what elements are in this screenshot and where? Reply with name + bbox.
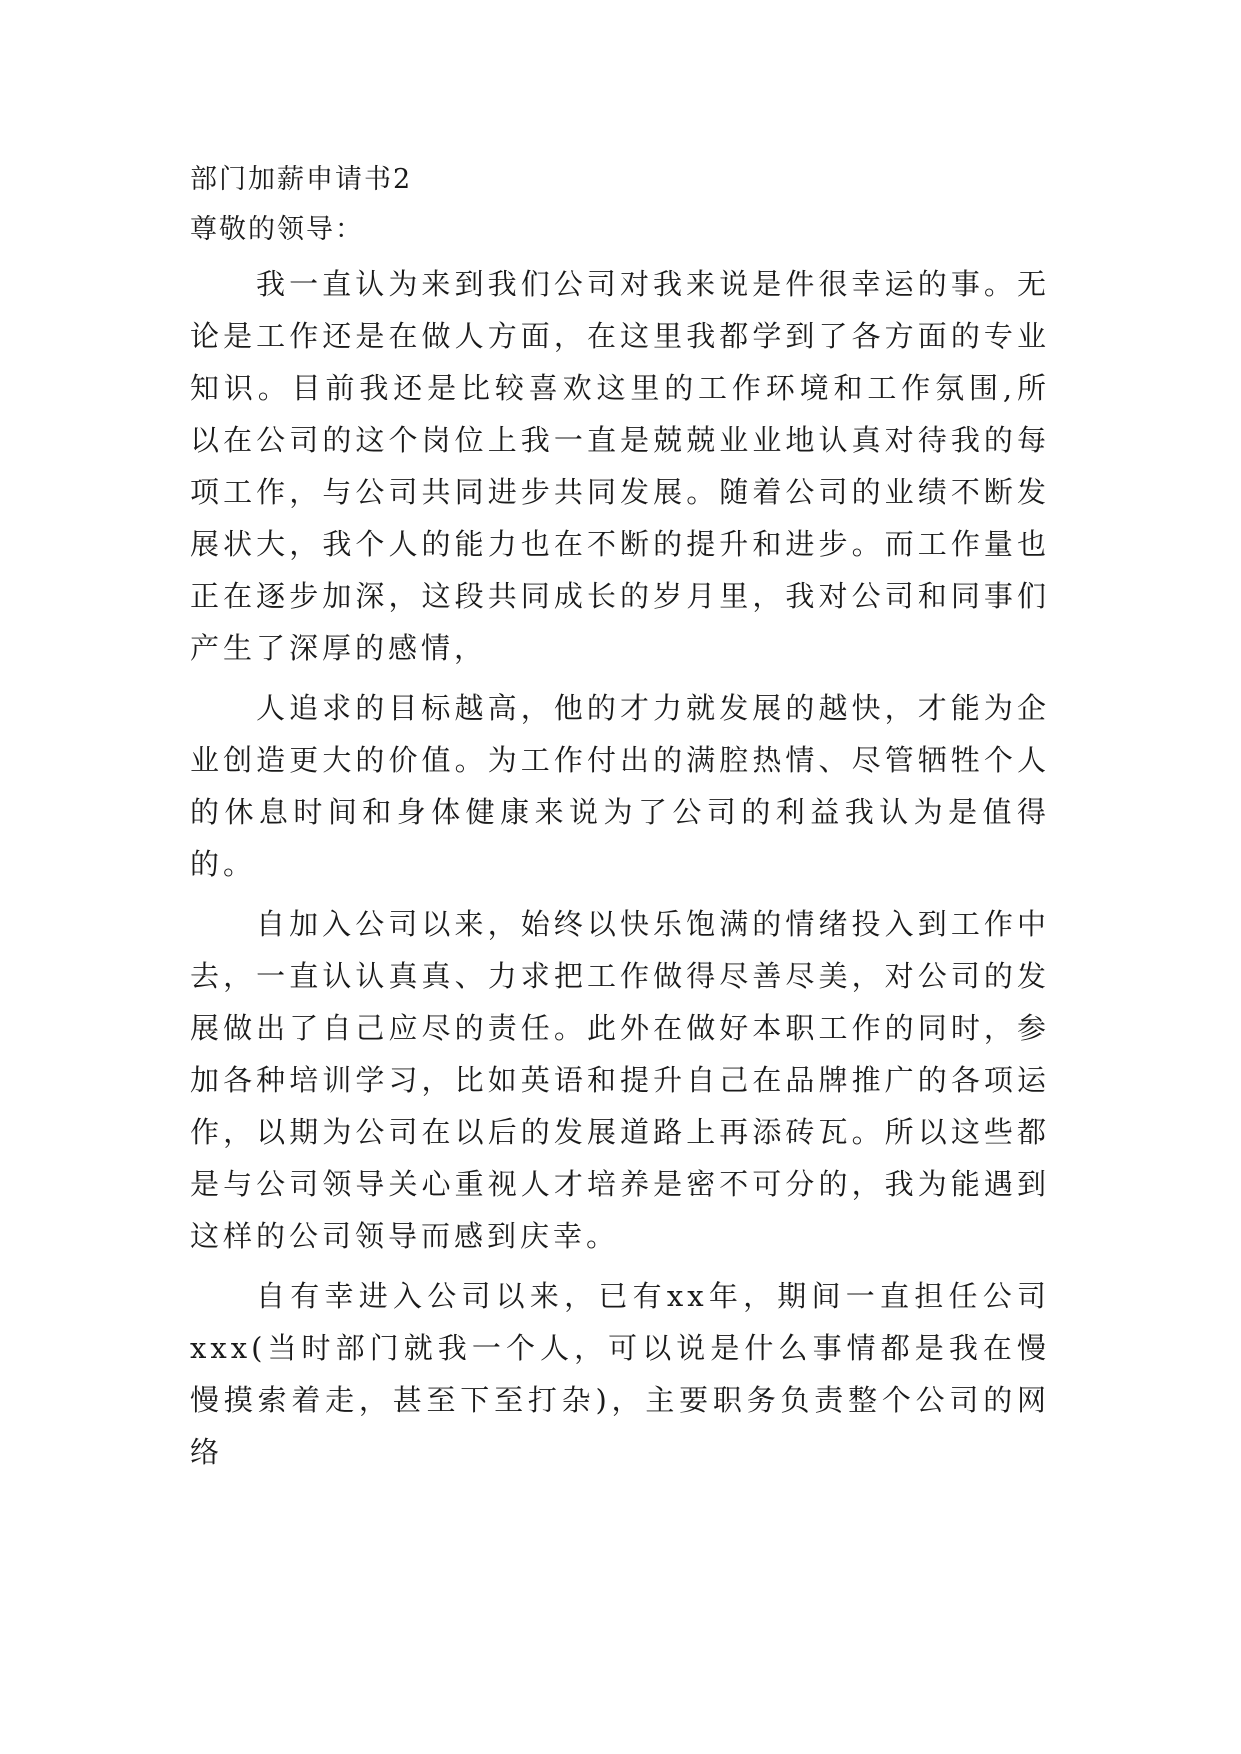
document-title: 部门加薪申请书2 [190,164,413,195]
paragraph-3: 自加入公司以来，始终以快乐饱满的情绪投入到工作中去，一直认认真真、力求把工作做得尽善尽美，对公司的发展做出了自己应尽的责任。此外在做好本职工作的同时，参加各种培训学习，比如英语和提升自己在品牌推广的各项运作，以期为公司在以后的发展道路上再添砖瓦。所以这些都是与公司领导关心重视人才培养是密不可分的，我为能遇到这样的公司领导而感到庆幸。 [190,907,1050,1253]
document-body [190,160,1050,1478]
paragraph-2: 人追求的目标越高，他的才力就发展的越快，才能为企业创造更大的价值。为工作付出的满腔热情、尽管牺牲个人的休息时间和身体健康来说为了公司的利益我认为是值得的。 [190,691,1050,881]
paragraph-4: 自有幸进入公司以来，已有xx年，期间一直担任公司xxx(当时部门就我一个人，可以说是什么事情都是我在慢慢摸索着走，甚至下至打杂)，主要职务负责整个公司的网络 [190,1279,1050,1469]
paragraph-1: 我一直认为来到我们公司对我来说是件很幸运的事。无论是工作还是在做人方面，在这里我都学到了各方面的专业知识。目前我还是比较喜欢这里的工作环境和工作氛围,所以在公司的这个岗位上我一直是兢兢业业地认真对待我的每项工作，与公司共同进步共同发展。随着公司的业绩不断发展状大，我个人的能力也在不断的提升和进步。而工作量也正在逐步加深，这段共同成长的岁月里，我对公司和同事们产生了深厚的感情， [190,267,1050,665]
salutation: 尊敬的领导： [190,214,364,245]
